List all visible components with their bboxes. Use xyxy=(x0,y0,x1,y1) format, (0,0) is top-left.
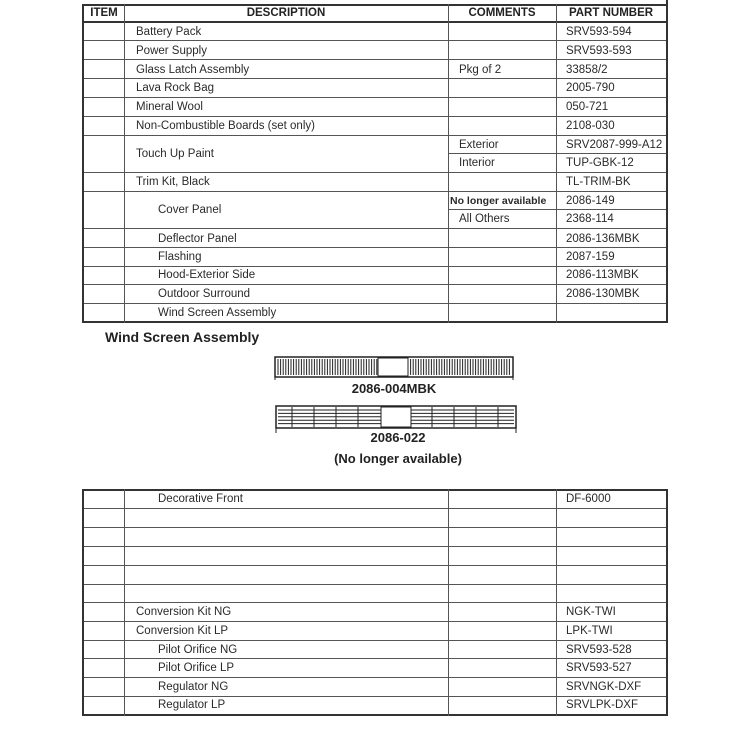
row-divider xyxy=(82,97,668,98)
table-border-right xyxy=(666,489,668,716)
row-divider xyxy=(82,546,668,547)
wind-screen-grille-icon xyxy=(274,356,514,380)
table-border-left xyxy=(82,4,84,323)
description-cell: Pilot Orifice LP xyxy=(158,662,235,674)
part-number-cell: TL-TRIM-BK xyxy=(566,176,631,188)
part-number-cell: SRVLPK-DXF xyxy=(566,699,639,711)
comment-cell: Interior xyxy=(459,157,495,169)
column-divider xyxy=(556,4,557,323)
row-divider-partial xyxy=(448,153,668,154)
table-border-bottom xyxy=(82,714,668,716)
header-item: ITEM xyxy=(90,7,118,19)
column-divider xyxy=(448,489,449,716)
description-cell: Deflector Panel xyxy=(158,233,237,245)
description-cell: Glass Latch Assembly xyxy=(136,64,250,76)
row-divider-partial xyxy=(448,209,668,210)
header-part-number: PART NUMBER xyxy=(568,7,654,19)
row-divider xyxy=(82,527,668,528)
row-divider xyxy=(82,565,668,566)
row-divider xyxy=(82,135,668,136)
part-number-cell: SRV593-594 xyxy=(566,26,632,38)
description-cell: Flashing xyxy=(158,251,202,263)
row-divider xyxy=(82,584,668,585)
row-divider xyxy=(82,508,668,509)
part-number-cell: 050-721 xyxy=(566,101,609,113)
comment-cell: Exterior xyxy=(459,139,499,151)
part-number-cell: SRV593-528 xyxy=(566,644,632,656)
description-cell: Regulator NG xyxy=(158,681,229,693)
part-number-cell: 2108-030 xyxy=(566,120,615,132)
row-divider xyxy=(82,602,668,603)
table-border-bottom xyxy=(82,321,668,323)
comment-cell: No longer available xyxy=(450,195,547,207)
header-comments: COMMENTS xyxy=(468,7,536,19)
row-divider xyxy=(82,621,668,622)
comment-cell: All Others xyxy=(459,213,510,225)
part-number-cell: 2086-149 xyxy=(566,195,615,207)
row-divider xyxy=(82,696,668,697)
description-cell: Regulator LP xyxy=(158,699,226,711)
description-cell: Lava Rock Bag xyxy=(136,82,214,94)
comment-cell: Pkg of 2 xyxy=(459,64,502,76)
header-description: DESCRIPTION xyxy=(246,7,326,19)
column-divider xyxy=(556,489,557,716)
row-divider xyxy=(82,247,668,248)
description-cell: Hood-Exterior Side xyxy=(158,269,256,281)
part-number-cell: 2368-114 xyxy=(566,213,614,225)
row-divider xyxy=(82,303,668,304)
row-divider xyxy=(82,284,668,285)
part-number-cell: 2086-136MBK xyxy=(566,233,640,245)
description-cell: Decorative Front xyxy=(158,493,244,505)
row-divider xyxy=(82,640,668,641)
wind-screen-part-b-note: (No longer available) xyxy=(334,451,462,466)
description-cell: Pilot Orifice NG xyxy=(158,644,238,656)
description-cell: Trim Kit, Black xyxy=(136,176,210,188)
part-number-cell: NGK-TWI xyxy=(566,606,616,618)
row-divider xyxy=(82,59,668,60)
table-border-left xyxy=(82,489,84,716)
row-divider xyxy=(82,78,668,79)
row-divider xyxy=(82,658,668,659)
part-number-cell: SRV2087-999-A12 xyxy=(566,139,663,151)
row-divider xyxy=(82,266,668,267)
column-divider xyxy=(124,489,125,716)
wind-screen-title: Wind Screen Assembly xyxy=(105,329,260,345)
part-number-cell: LPK-TWI xyxy=(566,625,613,637)
wind-screen-part-b: 2086-022 xyxy=(370,430,426,445)
table-border-right xyxy=(666,0,668,323)
description-cell: Cover Panel xyxy=(158,204,222,216)
description-cell: Conversion Kit LP xyxy=(136,625,229,637)
part-number-cell: TUP-GBK-12 xyxy=(566,157,634,169)
description-cell: Power Supply xyxy=(136,45,207,57)
description-cell: Battery Pack xyxy=(136,26,202,38)
header-divider xyxy=(82,21,668,23)
row-divider xyxy=(82,677,668,678)
part-number-cell: 2086-113MBK xyxy=(566,269,639,281)
part-number-cell: 2087-159 xyxy=(566,251,615,263)
part-number-cell: SRV593-527 xyxy=(566,662,632,674)
part-number-cell: 2086-130MBK xyxy=(566,288,640,300)
row-divider xyxy=(82,116,668,117)
wind-screen-part-a: 2086-004MBK xyxy=(351,381,437,396)
description-cell: Wind Screen Assembly xyxy=(158,307,277,319)
description-cell: Conversion Kit NG xyxy=(136,606,232,618)
part-number-cell: DF-6000 xyxy=(566,493,611,505)
part-number-cell: SRV593-593 xyxy=(566,45,632,57)
part-number-cell: 33858/2 xyxy=(566,64,608,76)
description-cell: Non-Combustible Boards (set only) xyxy=(136,120,315,132)
row-divider xyxy=(82,40,668,41)
wind-screen-grille-legacy-icon xyxy=(272,405,520,433)
description-cell: Outdoor Surround xyxy=(158,288,251,300)
description-cell: Touch Up Paint xyxy=(136,148,214,160)
row-divider xyxy=(82,228,668,229)
column-divider xyxy=(124,4,125,323)
column-divider xyxy=(448,4,449,323)
row-divider xyxy=(82,172,668,173)
row-divider xyxy=(82,191,668,192)
table-border-top xyxy=(82,489,668,491)
part-number-cell: 2005-790 xyxy=(566,82,615,94)
description-cell: Mineral Wool xyxy=(136,101,203,113)
part-number-cell: SRVNGK-DXF xyxy=(566,681,642,693)
